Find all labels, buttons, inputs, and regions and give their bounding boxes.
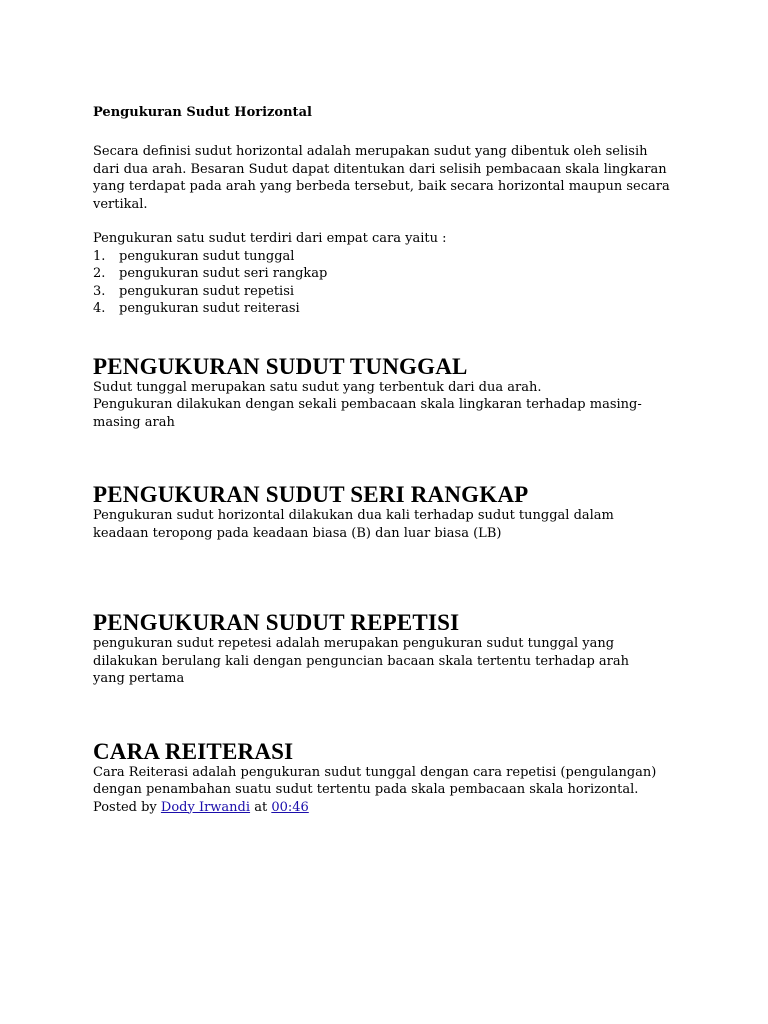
list-intro: Pengukuran satu sudut terdiri dari empat cara yaitu :	[93, 231, 447, 246]
section-text: Cara Reiterasi adalah pengukuran sudut tunggal dengan cara repetisi (pengulangan) dengan penambahan suatu sudut tertentu pada skala pembacaan skala horizontal.	[93, 764, 657, 797]
author-link[interactable]: Dody Irwandi	[160, 799, 251, 815]
document-title: Pengukuran Sudut Horizontal	[93, 105, 312, 120]
document-page	[93, 104, 693, 816]
section-heading-reiterasi: CARA REITERASI	[93, 738, 294, 764]
methods-list	[93, 248, 693, 318]
list-item: 1. pengukuran sudut tunggal	[93, 248, 295, 264]
post-footer	[93, 799, 693, 816]
section-text: pengukuran sudut repetesi adalah merupakan pengukuran sudut tunggal yang dilakukan berulang kali dengan penguncian bacaan skala tertentu terhadap arah yang pertama	[93, 636, 630, 686]
section-heading-tunggal: PENGUKURAN SUDUT TUNGGAL	[93, 353, 468, 379]
section-text: Sudut tunggal merupakan satu sudut yang terbentuk dari dua arah.	[93, 379, 542, 395]
list-item: 2. pengukuran sudut seri rangkap	[93, 266, 328, 281]
intro-paragraph: Secara definisi sudut horizontal adalah merupakan sudut yang dibentuk oleh selisih dari dua arah. Besaran Sudut dapat ditentukan dari selisih pembacaan skala lingkaran yang terdapat pada arah yang berbeda tersebut, baik secara horizontal maupun secara vertikal.	[93, 144, 670, 212]
posted-by-label: Posted by	[93, 799, 157, 815]
section-heading-seri-rangkap: PENGUKURAN SUDUT SERI RANGKAP	[93, 482, 529, 507]
at-label: at	[254, 799, 268, 815]
list-item: 3. pengukuran sudut repetisi	[93, 283, 295, 299]
timestamp-link[interactable]: 00:46	[271, 799, 309, 815]
section-text: Pengukuran sudut horizontal dilakukan dua kali terhadap sudut tunggal dalam keadaan teropong pada keadaan biasa (B) dan luar biasa (LB)	[93, 508, 614, 541]
list-item: 4. pengukuran sudut reiterasi	[93, 301, 300, 316]
section-heading-repetisi: PENGUKURAN SUDUT REPETISI	[93, 610, 460, 635]
section-text: Pengukuran dilakukan dengan sekali pembacaan skala lingkaran terhadap masing-masing arah	[93, 397, 642, 430]
